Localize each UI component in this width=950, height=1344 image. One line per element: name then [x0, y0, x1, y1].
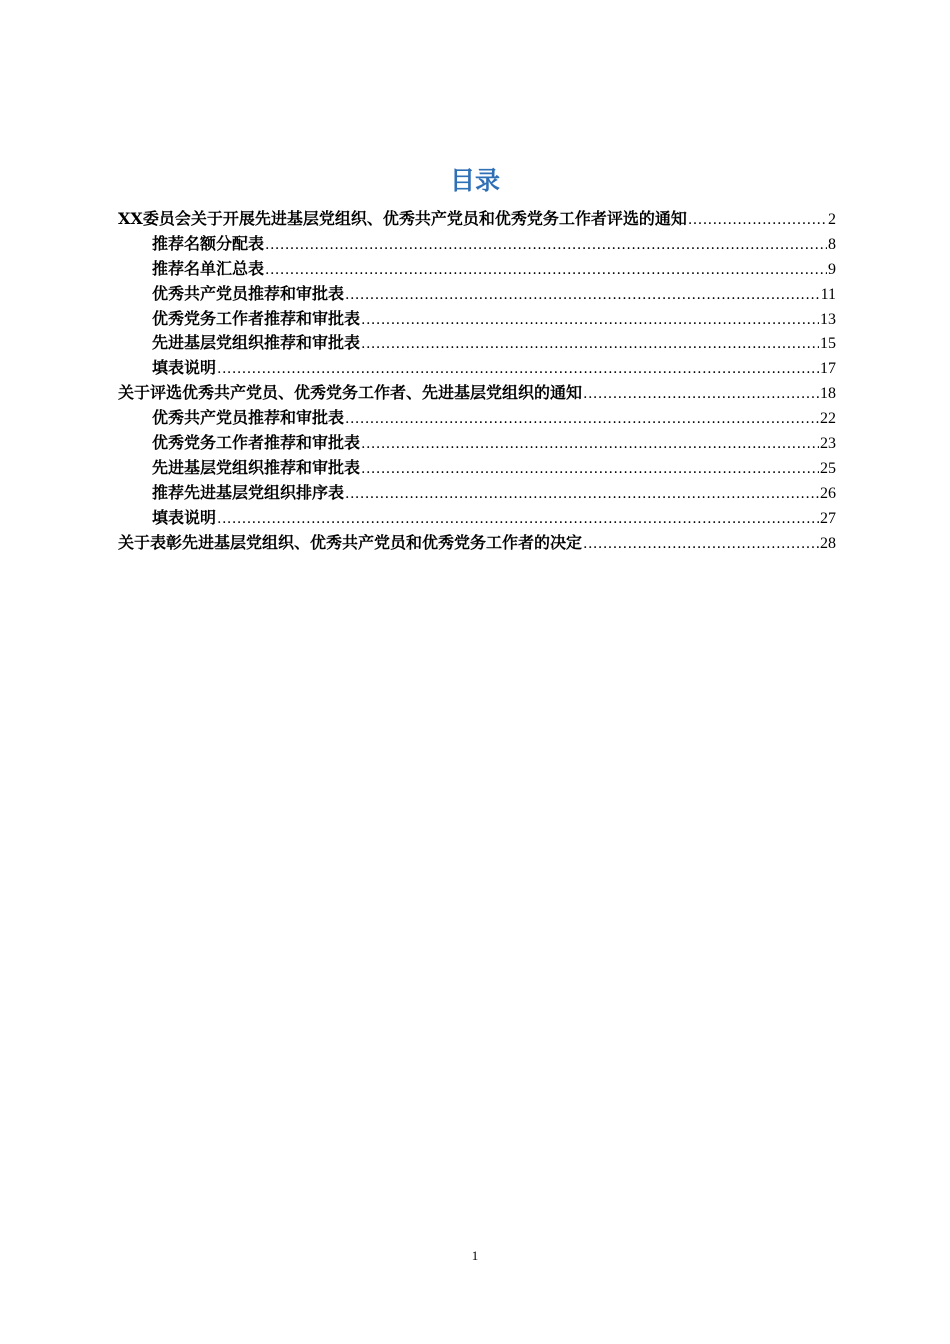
toc-entry-page: 28 [820, 534, 836, 552]
toc-leader-dots [265, 233, 827, 258]
toc-entry-label: 填表说明 [152, 358, 217, 378]
toc-entry[interactable] [118, 481, 836, 506]
toc-entry[interactable] [118, 456, 836, 481]
toc-entry-label: 先进基层党组织推荐和审批表 [152, 333, 361, 353]
toc-entry-label: 关于评选优秀共产党员、优秀党务工作者、先进基层党组织的通知 [118, 383, 583, 403]
toc-entry[interactable] [118, 506, 836, 531]
toc-entry[interactable] [118, 531, 836, 556]
toc-entry-page: 9 [828, 260, 836, 278]
toc-leader-dots [217, 357, 819, 382]
toc-entry[interactable] [118, 381, 836, 406]
toc-entry-page: 25 [820, 459, 836, 477]
toc-leader-dots [361, 332, 819, 357]
toc-entry[interactable] [118, 406, 836, 431]
toc-entry-page: 17 [820, 360, 836, 378]
toc-entry-label: 先进基层党组织推荐和审批表 [152, 457, 361, 477]
toc-entry[interactable] [118, 282, 836, 307]
toc-list [118, 207, 836, 555]
toc-entry-label: 填表说明 [152, 507, 217, 527]
toc-entry-page: 18 [820, 385, 836, 403]
toc-entry-page: 27 [820, 509, 836, 527]
toc-entry[interactable] [118, 356, 836, 381]
toc-leader-dots [361, 308, 819, 333]
toc-entry[interactable] [118, 257, 836, 282]
toc-leader-dots [688, 208, 827, 233]
toc-leader-dots [361, 457, 819, 482]
page-number: 1 [471, 1248, 479, 1263]
toc-leader-dots [583, 382, 819, 407]
toc-entry-label: 推荐先进基层党组织排序表 [152, 482, 345, 502]
toc-entry[interactable] [118, 232, 836, 257]
toc-entry-page: 22 [820, 410, 836, 428]
toc-leader-dots [217, 507, 819, 532]
toc-entry-page: 2 [828, 211, 836, 228]
toc-entry[interactable] [118, 431, 836, 456]
toc-entry-label: 优秀共产党员推荐和审批表 [152, 408, 345, 428]
toc-entry-label: 推荐名额分配表 [152, 233, 265, 253]
toc-entry-label: 优秀党务工作者推荐和审批表 [152, 308, 361, 328]
toc-entry[interactable] [118, 207, 836, 232]
toc-entry-label: 优秀共产党员推荐和审批表 [152, 283, 345, 303]
toc-leader-dots [345, 283, 820, 308]
toc-entry-page: 8 [828, 235, 836, 253]
toc-entry-label: 优秀党务工作者推荐和审批表 [152, 433, 361, 453]
toc-entry-label: 关于表彰先进基层党组织、优秀共产党员和优秀党务工作者的决定 [118, 532, 583, 552]
toc-entry-page: 23 [820, 435, 836, 453]
toc-leader-dots [361, 432, 819, 457]
toc-leader-dots [345, 407, 819, 432]
toc-entry-label: 推荐名单汇总表 [152, 258, 265, 278]
toc-entry-label: XX委员会关于开展先进基层党组织、优秀共产党员和优秀党务工作者评选的通知 [118, 209, 687, 228]
toc-entry-page: 13 [820, 310, 836, 328]
toc-leader-dots [265, 258, 827, 283]
toc-leader-dots [345, 482, 819, 507]
toc-entry[interactable] [118, 307, 836, 332]
toc-entry-page: 15 [820, 335, 836, 353]
toc-entry-page: 11 [820, 285, 836, 303]
toc-entry[interactable] [118, 331, 836, 356]
toc-leader-dots [583, 532, 819, 557]
toc-entry-page: 26 [820, 484, 836, 502]
toc-title: 目录 [449, 166, 500, 195]
